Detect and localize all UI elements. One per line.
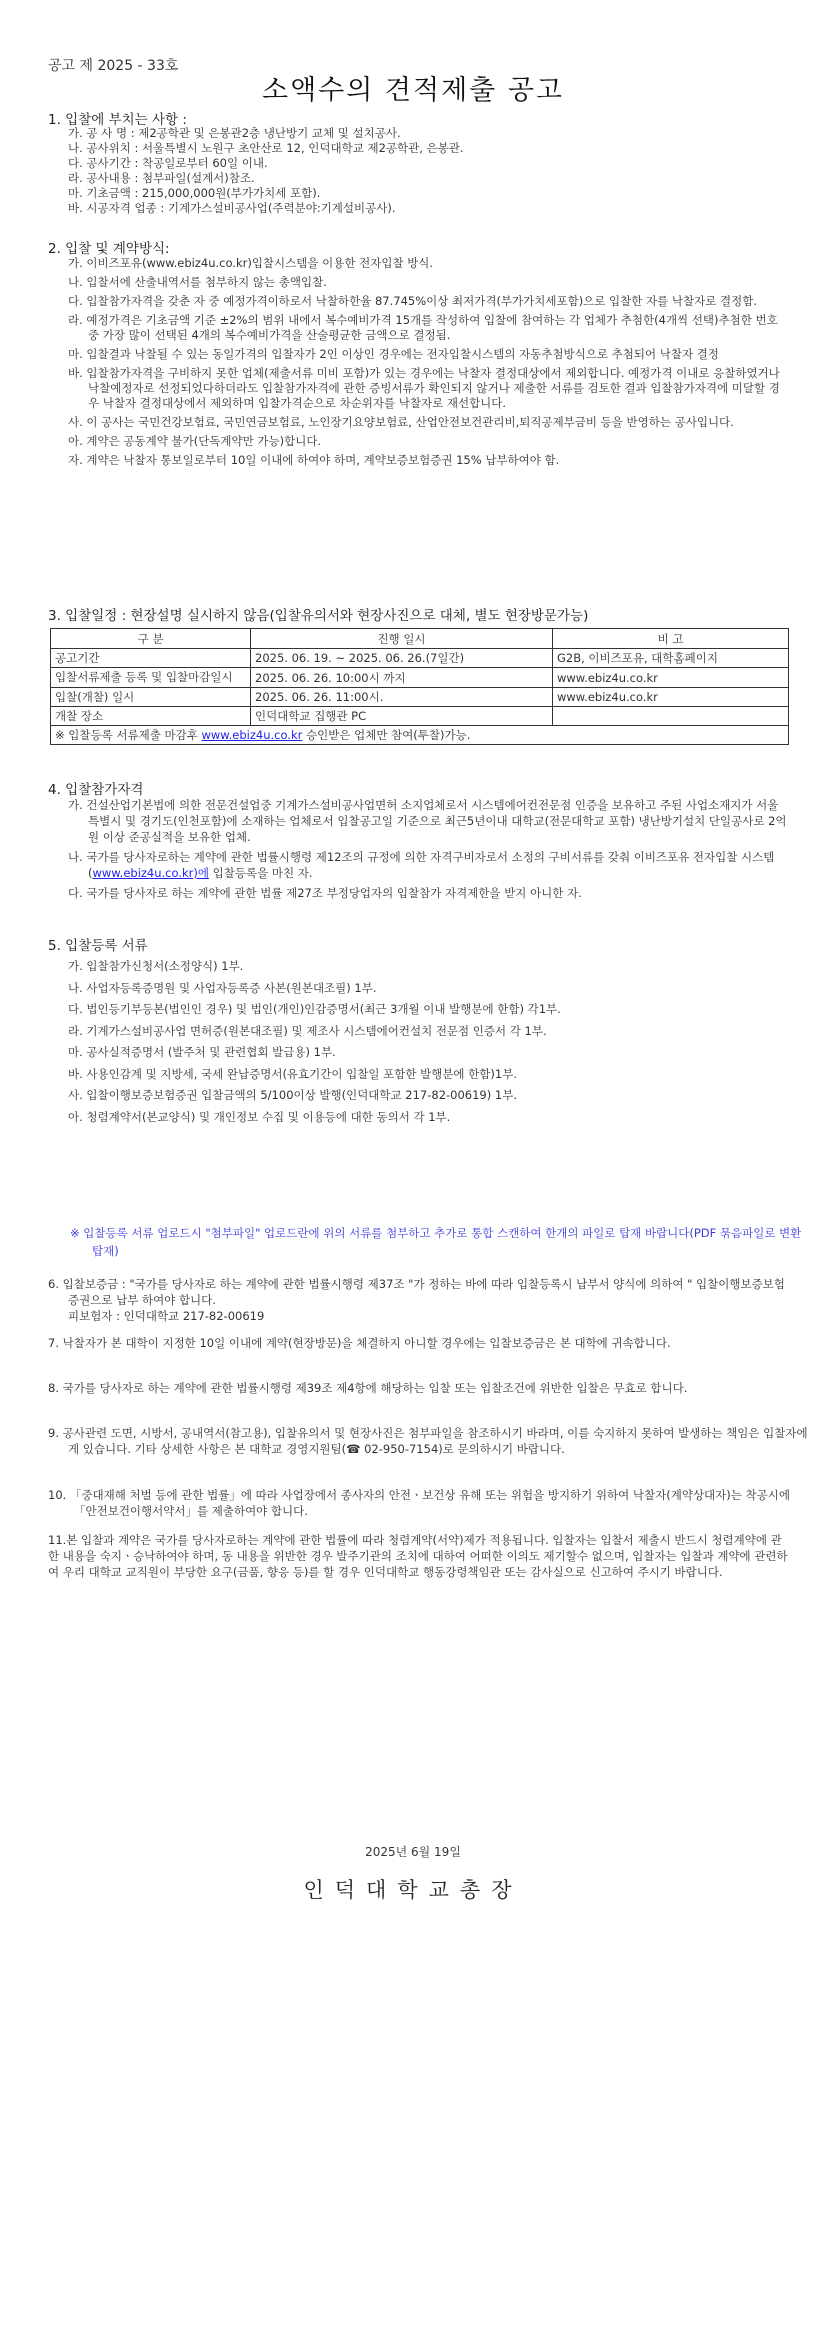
section10: 10. 「중대재해 처벌 등에 관한 법률」에 따라 사업장에서 종사자의 안전ㆍ보건상 유해 또는 위험을 방지하기 위하여 낙찰자(계약상대자)는 착공시에 「안전보건이행서약서」를 제출하여야 합니다.: [48, 1488, 790, 1518]
table-cell: 공고기간: [51, 649, 251, 668]
table-note-row: [51, 726, 789, 745]
ebiz4u-link[interactable]: www.ebiz4u.co.kr: [201, 728, 303, 742]
table-note: [51, 726, 789, 745]
list-item: 가. 건설산업기본법에 의한 전문건설업중 기계가스설비공사업면허 소지업체로서 시스템에어컨전문점 인증을 보유하고 주된 사업소재지가 서울특별시 및 경기도(인천포함)에 소재하는 업체로서 입찰공고일 기준으로 최근5년이내 대학교(전문대학교 포함) 냉난방기설치 단일공사로 2억원 이상 준공실적을 보유한 업체.: [68, 798, 787, 844]
section6: [48, 1276, 788, 1324]
upload-note: ※ 입찰등록 서류 업로드시 "첨부파일" 업로드란에 위의 서류를 첨부하고 추가로 통합 스캔하여 한개의 파일로 탑재 바랍니다(PDF 묶음파일로 변환 탑재): [70, 1226, 802, 1258]
list-item: 마. 기초금액 : 215,000,000원(부가가치세 포함).: [68, 186, 321, 200]
notice-date: 2025년 6월 19일: [365, 1845, 461, 1859]
table-cell: 입찰서류제출 등록 및 입찰마감일시: [51, 668, 251, 688]
section1-list: [68, 126, 788, 216]
list-item: 다. 입찰참가자격을 갖춘 자 중 예정가격이하로서 낙찰하한율 87.745%이상 최저가격(부가가치세포함)으로 입찰한 자를 낙찰자로 결정함.: [68, 294, 757, 308]
list-item: 나. 사업자등록증명원 및 사업자등록증 사본(원본대조필) 1부.: [68, 980, 377, 995]
table-cell: [553, 707, 789, 726]
column-header: 비 고: [553, 629, 789, 649]
table-row: [51, 649, 789, 668]
list-item: 라. 기계가스설비공사업 면허증(원본대조필) 및 제조사 시스템에어컨설치 전문점 인증서 각 1부.: [68, 1023, 547, 1038]
section8: 8. 국가를 당사자로 하는 계약에 관한 법률시행령 제39조 제4항에 해당하는 입찰 또는 입찰조건에 위반한 입찰은 무효로 합니다.: [48, 1381, 688, 1395]
list-item: 가. 공 사 명 : 제2공학관 및 은봉관2층 냉난방기 교체 및 설치공사.: [68, 126, 401, 140]
section3-heading: 3. 입찰일정 : 현장설명 실시하지 않음(입찰유의서와 현장사진으로 대체, 별도 현장방문가능): [48, 608, 589, 624]
note-text: 승인받은 업체만 참여(투찰)가능.: [302, 728, 471, 742]
list-item: 아. 계약은 공동계약 불가(단독계약만 가능)합니다.: [68, 434, 322, 448]
page-title: 소액수의 견적제출 공고: [262, 75, 564, 106]
list-item: 가. 이비즈포유(www.ebiz4u.co.kr)입찰시스템을 이용한 전자입찰 방식.: [68, 256, 434, 270]
table-cell: 개찰 장소: [51, 707, 251, 726]
list-item: 자. 계약은 낙찰자 통보일로부터 10일 이내에 하여야 하며, 계약보증보험증권 15% 납부하여야 함.: [68, 453, 560, 467]
column-header: 구 분: [51, 629, 251, 649]
list-item: 라. 예정가격은 기초금액 기준 ±2%의 범위 내에서 복수예비가격 15개를 작성하여 입찰에 참여하는 각 업체가 추첨한(4개씩 선택)추첨한 번호중 가장 많이 선택된 4개의 복수예비가격을 산술평균한 금액으로 결정됨.: [68, 313, 778, 342]
table-cell: 인덕대학교 집행관 PC: [251, 707, 553, 726]
list-item: 마. 입찰결과 낙찰될 수 있는 동일가격의 입찰자가 2인 이상인 경우에는 전자입찰시스템의 자동추첨방식으로 추첨되어 낙찰자 결정: [68, 347, 719, 361]
table-cell: www.ebiz4u.co.kr: [553, 688, 789, 707]
section5-list: [68, 956, 788, 1128]
list-item: 사. 이 공사는 국민건강보험료, 국민연금보험료, 노인장기요양보험료, 산업안전보건관리비,퇴직공제부금비 등을 반영하는 공사입니다.: [68, 415, 734, 429]
list-item: 바. 입찰참가자격을 구비하지 못한 업체(제출서류 미비 포함)가 있는 경우에는 낙찰자 결정대상에서 제외합니다. 예정가격 이내로 응찰하였거나 낙찰예정자로 선정되었다하더라도 입찰참가자격에 관한 증빙서류가 확인되지 않거나 제출한 서류를 검토한 결과 입찰참가자격에 미달할 경우 낙찰자 결정대상에서 제외하며 입찰가격순으로 차순위자를 낙찰자로 재선합니다.: [68, 366, 780, 410]
list-item: 가. 입찰참가신청서(소정양식) 1부.: [68, 959, 244, 973]
list-item: 다. 공사기간 : 착공일로부터 60일 이내.: [68, 156, 268, 170]
table-row: [51, 688, 789, 707]
table-cell: www.ebiz4u.co.kr: [553, 668, 789, 688]
note-text: ※ 입찰등록 서류제출 마감후: [55, 728, 202, 742]
section4-list: [68, 797, 788, 901]
section2-list: [68, 256, 788, 468]
list-item: 나. 공사위치 : 서울특별시 노원구 초안산로 12, 인덕대학교 제2공학관, 은봉관.: [68, 141, 464, 155]
table-cell: 2025. 06. 26. 11:00시.: [251, 688, 553, 707]
table-cell: 입찰(개찰) 일시: [51, 688, 251, 707]
table-cell: 2025. 06. 19. ~ 2025. 06. 26.(7일간): [251, 649, 553, 668]
list-item: 사. 입찰이행보증보험증권 입찰금액의 5/100이상 발행(인덕대학교 217-82-00619) 1부.: [68, 1088, 517, 1102]
section4-heading: 4. 입찰참가자격: [48, 782, 144, 798]
list-item: 나. 입찰서에 산출내역서를 첨부하지 않는 총액입찰.: [68, 275, 327, 289]
list-item: 다. 법인등기부등본(법인인 경우) 및 법인(개인)인감증명서(최근 3개월 이내 발행분에 한함) 각1부.: [68, 1002, 561, 1016]
section7: 7. 낙찰자가 본 대학이 지정한 10일 이내에 계약(현장방문)을 체결하지 아니할 경우에는 입찰보증금은 본 대학에 귀속합니다.: [48, 1336, 671, 1350]
list-item: [68, 849, 788, 881]
list-item: 바. 사용인감계 및 지방세, 국세 완납증명서(유효기간이 입찰일 포함한 발행분에 한함)1부.: [68, 1066, 517, 1081]
section6-insured: 피보험자 : 인덕대학교 217-82-00619: [68, 1309, 265, 1323]
column-header: 진행 일시: [251, 629, 553, 649]
section1-heading: 1. 입찰에 부치는 사항 :: [48, 112, 187, 128]
list-item: 바. 시공자격 업종 : 기계가스설비공사업(주력분야:기계설비공사).: [68, 201, 396, 215]
schedule-table: [50, 628, 789, 745]
issuer-signature: 인덕대학교총장: [303, 1878, 523, 1902]
list-item: 아. 청렴계약서(본교양식) 및 개인정보 수집 및 이용등에 대한 동의서 각 1부.: [68, 1109, 451, 1124]
ebiz4u-link[interactable]: www.ebiz4u.co.kr)에: [92, 866, 209, 880]
table-cell: 2025. 06. 26. 10:00시 까지: [251, 668, 553, 688]
section9: 9. 공사관련 도면, 시방서, 공내역서(참고용), 입찰유의서 및 현장사진은 첨부파일을 참조하시기 바라며, 이를 숙지하지 못하여 발생하는 책임은 입찰자에게 있습니다. 기타 상세한 사항은 본 대학교 경영지원팀(☎ 02-950-7154)로 문의하시기 바랍니다.: [48, 1426, 808, 1456]
table-row: [51, 668, 789, 688]
section6-text: 6. 입찰보증금 : "국가를 당사자로 하는 계약에 관한 법률시행령 제37조 "가 정하는 바에 따라 입찰등록시 납부서 양식에 의하여 " 입찰이행보증보험증권으로 납부 하여야 합니다.: [48, 1277, 785, 1307]
table-header-row: [51, 629, 789, 649]
table-row: [51, 707, 789, 726]
list-item-text: 나. 국가를 당사자로하는 계약에 관한 법률시행령 제12조의 규정에 의한 자격구비자로서 소정의 구비서류를 갖춰 이비즈포유 전자입찰 시스템(: [68, 850, 775, 880]
list-item: 마. 공사실적증명서 (발주처 및 관련협회 발급용) 1부.: [68, 1045, 336, 1059]
section2-heading: 2. 입찰 및 계약방식:: [48, 241, 170, 257]
section5-heading: 5. 입찰등록 서류: [48, 938, 148, 954]
section11: 11.본 입찰과 계약은 국가를 당사자로하는 계약에 관한 법률에 따라 청렴계약(서약)제가 적용됩니다. 입찰자는 입찰서 제출시 반드시 청렴계약에 관한 내용을 숙지ㆍ승낙하여야 하며, 동 내용을 위반한 경우 발주기관의 조치에 대하여 어떠한 이의도 제기할수 없으며, 입찰자는 입찰과 계약에 관련하여 우리 대학교 교직원이 부당한 요구(금품, 향응 등)를 할 경우 인덕대학교 행동강령책임관 또는 감사실으로 신고하여 주시기 바랍니다.: [48, 1533, 788, 1579]
table-cell: G2B, 이비즈포유, 대학홈페이지: [553, 649, 789, 668]
list-item-text: 입찰등록을 마친 자.: [208, 866, 313, 880]
list-item: 라. 공사내용 : 첨부파일(설계서)참조.: [68, 171, 255, 185]
notice-number: 공고 제 2025 - 33호: [48, 58, 179, 74]
list-item: 다. 국가를 당사자로 하는 계약에 관한 법률 제27조 부정당업자의 입찰참가 자격제한을 받지 아니한 자.: [68, 886, 582, 900]
